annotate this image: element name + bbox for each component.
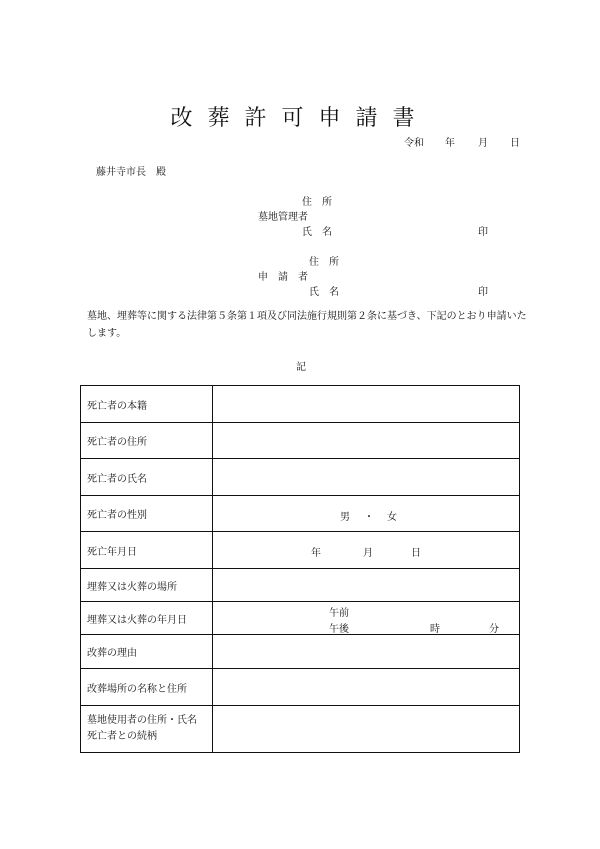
reburial-place-field[interactable] xyxy=(213,669,520,706)
death-year-unit: 年 xyxy=(311,548,321,559)
table-row xyxy=(81,459,520,496)
manager-role: 墓地管理者 xyxy=(258,212,308,223)
row-label: 死亡者の住所 xyxy=(81,423,213,459)
table-row xyxy=(81,706,520,753)
death-date-field[interactable] xyxy=(213,532,520,569)
ki-mark: 記 xyxy=(296,362,306,373)
am-label: 午前 xyxy=(329,608,349,619)
table-row xyxy=(81,569,520,602)
form-title: 改葬許可申請書 xyxy=(170,106,430,131)
date-day: 日 xyxy=(510,138,520,149)
row-label-line2: 死亡者との続柄 xyxy=(87,731,157,742)
table-row xyxy=(81,669,520,706)
table-row xyxy=(81,602,520,635)
table-row xyxy=(81,496,520,532)
separator-dot: ・ xyxy=(364,512,374,523)
pm-label: 午後 xyxy=(329,624,349,635)
date-era: 令和 xyxy=(404,138,424,149)
addressee: 藤井寺市長 殿 xyxy=(96,167,166,178)
table-row xyxy=(81,423,520,459)
reason-field[interactable] xyxy=(213,635,520,669)
minute-unit: 分 xyxy=(489,624,499,635)
honseki-field[interactable] xyxy=(213,386,520,423)
burial-place-field[interactable] xyxy=(213,569,520,602)
date-year: 年 xyxy=(445,138,455,149)
male-option[interactable]: 男 xyxy=(340,512,350,523)
row-label: 埋葬又は火葬の場所 xyxy=(81,569,213,602)
applicant-seal: 印 xyxy=(478,287,488,298)
date-month: 月 xyxy=(478,138,488,149)
row-label: 改葬場所の名称と住所 xyxy=(81,669,213,706)
deceased-address-field[interactable] xyxy=(213,423,520,459)
row-label: 改葬の理由 xyxy=(81,635,213,669)
application-statement: 墓地、埋葬等に関する法律第５条第１項及び同法施行規則第２条に基づき、下記のとおり申請いたします。 xyxy=(87,311,527,339)
table-row xyxy=(81,635,520,669)
row-label: 死亡年月日 xyxy=(81,532,213,569)
plot-user-field[interactable] xyxy=(213,706,520,753)
application-form-table xyxy=(80,385,520,753)
female-option[interactable]: 女 xyxy=(387,512,397,523)
table-row xyxy=(81,386,520,423)
row-label: 死亡者の本籍 xyxy=(81,386,213,423)
row-label: 死亡者の氏名 xyxy=(81,459,213,496)
row-label xyxy=(81,706,213,753)
manager-name-label: 氏 名 xyxy=(302,227,332,238)
death-day-unit: 日 xyxy=(411,548,421,559)
applicant-role: 申 請 者 xyxy=(258,272,308,283)
gender-field[interactable] xyxy=(213,496,520,532)
row-label: 死亡者の性別 xyxy=(81,496,213,532)
burial-datetime-field[interactable] xyxy=(213,602,520,635)
row-label: 埋葬又は火葬の年月日 xyxy=(81,602,213,635)
manager-seal: 印 xyxy=(478,227,488,238)
manager-address-label: 住 所 xyxy=(302,197,332,208)
hour-unit: 時 xyxy=(430,624,440,635)
applicant-address-label: 住 所 xyxy=(309,257,339,268)
table-row xyxy=(81,532,520,569)
deceased-name-field[interactable] xyxy=(213,459,520,496)
applicant-name-label: 氏 名 xyxy=(309,287,339,298)
death-month-unit: 月 xyxy=(363,548,373,559)
row-label-line1: 墓地使用者の住所・氏名 xyxy=(87,715,197,726)
